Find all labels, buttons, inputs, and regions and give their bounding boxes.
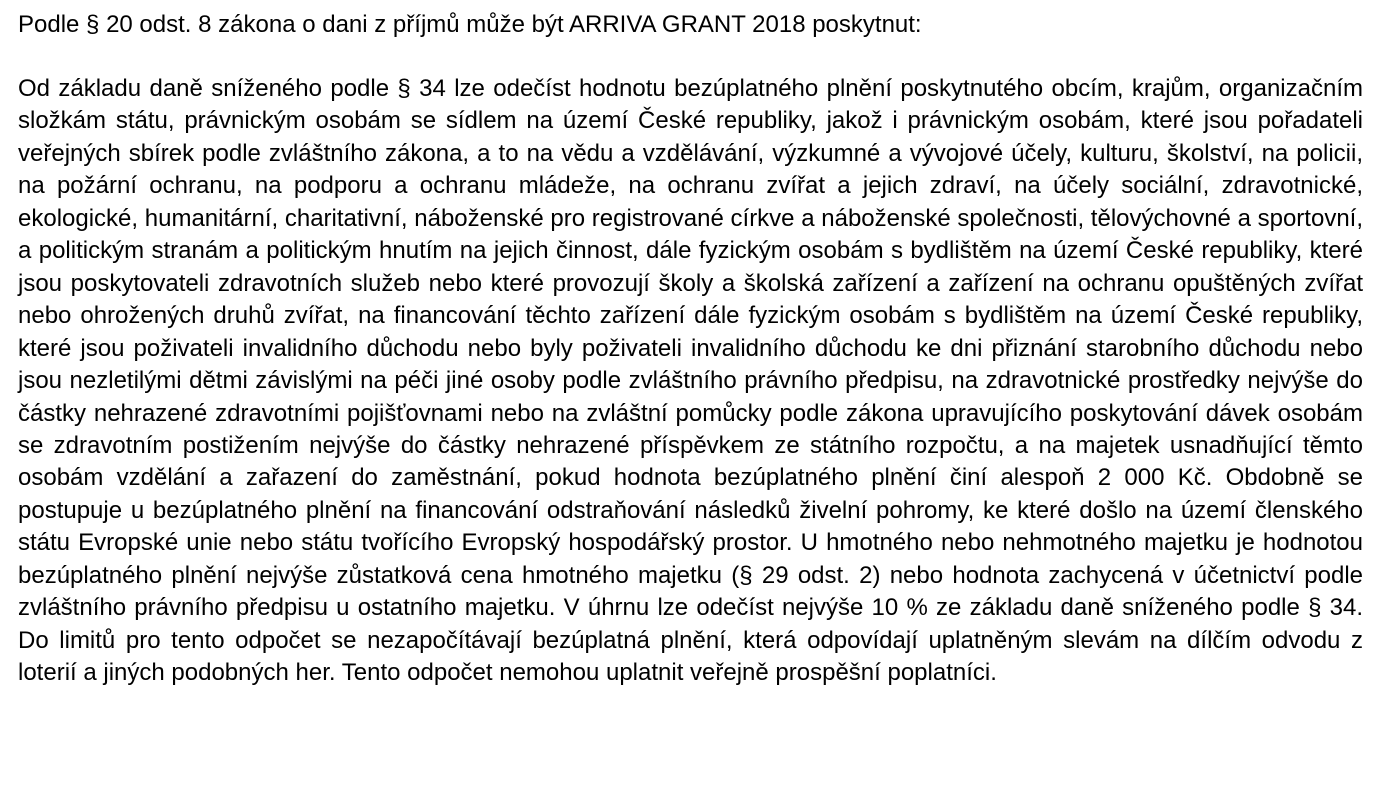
intro-sentence: Podle § 20 odst. 8 zákona o dani z příjmů může být ARRIVA GRANT 2018 poskytnut:: [18, 11, 922, 38]
document: [18, 9, 1363, 690]
law-paragraph: Od základu daně sníženého podle § 34 lze odečíst hodnotu bezúplatného plnění poskytnutého obcím, krajům, organizačním složkám státu, právnickým osobám se sídlem na území České republiky, jakož i právnickým osobám, které jsou pořadateli veřejných sbírek podle zvláštního zákona, a to na vědu a vzdělávání, výzkumné a vývojové účely, kulturu, školství, na policii, na požární ochranu, na podporu a ochranu mládeže, na ochranu zvířat a jejich zdraví, na účely sociální, zdravotnické, ekologické, humanitární, charitativní, náboženské pro registrované církve a náboženské společnosti, tělovýchovné a sportovní, a politickým stranám a politickým hnutím na jejich činnost, dále fyzickým osobám s bydlištěm na území České republiky, které jsou poskytovateli zdravotních služeb nebo které provozují školy a školská zařízení a zařízení na ochranu opuštěných zvířat nebo ohrožených druhů zvířat, na financování těchto zařízení dále fyzickým osobám s bydlištěm na území České republiky, které jsou poživateli invalidního důchodu nebo byly poživateli invalidního důchodu ke dni přiznání starobního důchodu nebo jsou nezletilými dětmi závislými na péči jiné osoby podle zvláštního právního předpisu, na zdravotnické prostředky nejvýše do částky nehrazené zdravotními pojišťovnami nebo na zvláštní pomůcky podle zákona upravujícího poskytování dávek osobám se zdravotním postižením nejvýše do částky nehrazené příspěvkem ze státního rozpočtu, a na majetek usnadňující těmto osobám vzdělání a zařazení do zaměstnání, pokud hodnota bezúplatného plnění činí alespoň 2 000 Kč. Obdobně se postupuje u bezúplatného plnění na financování odstraňování následků živelní pohromy, ke které došlo na území členského státu Evropské unie nebo státu tvořícího Evropský hospodářský prostor. U hmotného nebo nehmotného majetku je hodnotou bezúplatného plnění nejvýše zůstatková cena hmotného majetku (§ 29 odst. 2) nebo hodnota zachycená v účetnictví podle zvláštního právního předpisu u ostatního majetku. V úhrnu lze odečíst nejvýše 10 % ze základu daně sníženého podle § 34. Do limitů pro tento odpočet se nezapočítávají bezúplatná plnění, která odpovídají uplatněným slevám na dílčím odvodu z loterií a jiných podobných her. Tento odpočet nemohou uplatnit veřejně prospěšní poplatníci.: [18, 75, 1363, 687]
blank-line: [18, 41, 1363, 73]
